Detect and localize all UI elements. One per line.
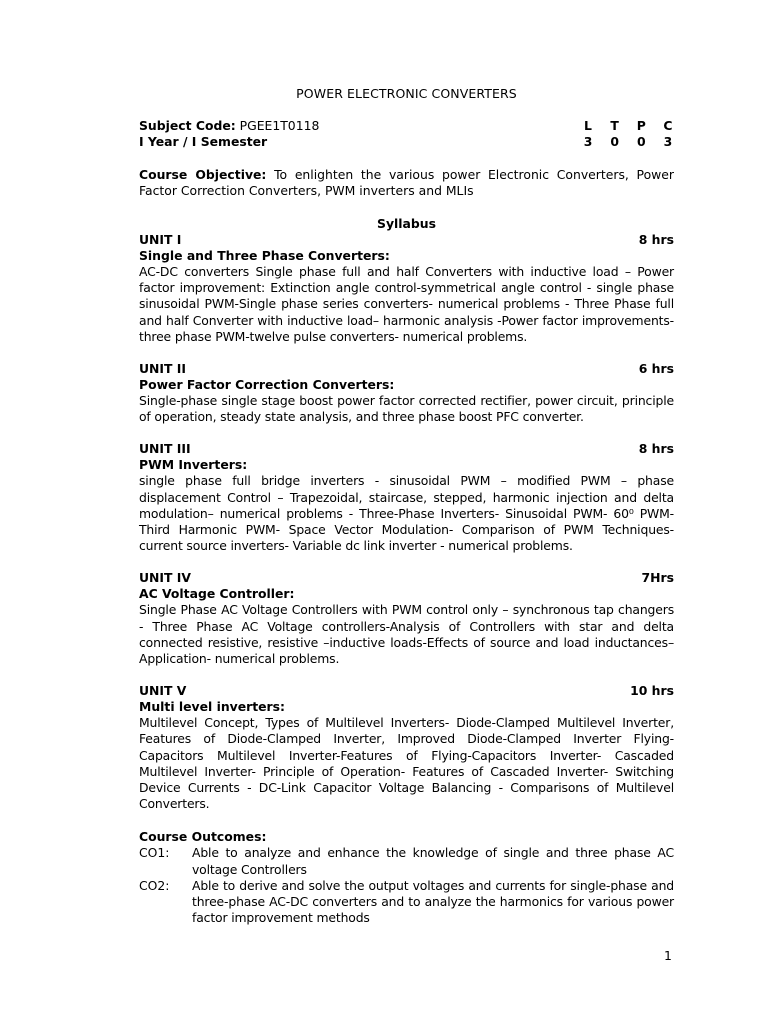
ltpc-value-c: 3 [663,134,673,149]
outcome-id: CO1: [139,845,170,861]
subject-code-label: Subject Code: [139,118,236,133]
unit-section [139,232,674,345]
ltpc-header-t: T [610,118,619,133]
unit-name: UNIT V [139,683,187,699]
syllabus-title: Syllabus [377,216,436,231]
year-semester: I Year / I Semester [139,134,268,149]
outcome-id: CO2: [139,877,170,893]
unit-body: single phase full bridge inverters - sinusoidal PWM – modified PWM – phase displacement Control – Trapezoidal, staircase, stepped, harmonic injection and delta modulation– numerical problems - Three-Phase Inverters- Sinusoidal PWM- 60⁰ PWM- Third Harmonic PWM- Space Vector Modulation- Comparison of PWM Techniques- current source inverters- Variable dc link inverter - numerical problems. [139,473,674,554]
unit-body: Multilevel Concept, Types of Multilevel Inverters- Diode-Clamped Multilevel Inverter, Features of Diode-Clamped Inverter, Improved Diode-Clamped Inverter Flying-Capacitors Multilevel Inverter-Features of Flying-Capacitors Inverter- Cascaded Multilevel Inverter- Principle of Operation- Features of Cascaded Inverter- Switching Device Currents - DC-Link Capacitor Voltage Balancing - Comparisons of Multilevel Converters. [139,715,674,812]
unit-hours: 6 hrs [638,361,674,377]
unit-hours: 8 hrs [638,232,674,247]
unit-body: AC-DC converters Single phase full and half Converters with inductive load – Power factor improvement: Extinction angle control-symmetrical angle control - single phase sinusoidal PWM-Single phase series converters- numerical problems - Three Phase full and half Converter with inductive load– harmonic analysis -Power factor improvements- three phase PWM-twelve pulse converters- numerical problems. [139,264,674,344]
unit-name: UNIT III [139,441,191,457]
unit-section [139,361,674,425]
objective-text: To enlighten the various power Electronic Converters, Power Factor Correction Converters, PWM inverters and MLIs [139,167,674,198]
unit-hours: 7Hrs [641,570,674,586]
subject-code-row [139,118,674,134]
subject-code-value: PGEE1T0118 [235,118,320,133]
ltpc-header-c: C [663,118,673,133]
course-outcome [139,845,674,877]
unit-name: UNIT I [139,232,182,247]
ltpc-value-l: 3 [583,134,593,149]
ltpc-header-p: P [636,118,646,133]
course-outcomes-title: Course Outcomes: [139,829,267,845]
ltpc-values [582,134,674,150]
outcome-text: Able to derive and solve the output voltages and currents for single-phase and three-phase AC-DC converters and to analyze the harmonics for various power factor improvement methods [192,877,674,926]
ltpc-value-p: 0 [637,134,646,149]
unit-section [139,570,674,667]
outcome-text: Able to analyze and enhance the knowledge of single and three phase AC voltage Controllers [192,845,674,877]
document-title: POWER ELECTRONIC CONVERTERS [296,86,517,101]
unit-topic: PWM Inverters: [139,457,248,473]
unit-hours: 10 hrs [630,683,674,699]
ltpc-headers [582,118,674,134]
unit-body: Single Phase AC Voltage Controllers with PWM control only – synchronous tap changers - Three Phase AC Voltage controllers-Analysis of Controllers with star and delta connected resistive, resistive –inductive loads-Effects of source and load inductances–Application- numerical problems. [139,602,674,667]
course-objective [139,167,674,199]
unit-topic: AC Voltage Controller: [139,586,295,602]
unit-name: UNIT IV [139,570,192,586]
unit-topic: Single and Three Phase Converters: [139,248,390,263]
course-outcome [139,878,674,927]
unit-topic: Multi level inverters: [139,699,286,715]
objective-label: Course Objective: [139,167,267,182]
ltpc-value-t: 0 [610,134,619,149]
unit-section [139,683,674,812]
unit-hours: 8 hrs [638,441,674,457]
ltpc-header-l: L [584,118,592,133]
page-number: 1 [664,948,672,963]
syllabus-page [139,86,674,926]
unit-section [139,441,674,554]
unit-topic: Power Factor Correction Converters: [139,377,395,393]
unit-name: UNIT II [139,361,187,377]
year-semester-row [139,134,674,150]
unit-body: Single-phase single stage boost power factor corrected rectifier, power circuit, principle of operation, steady state analysis, and three phase boost PFC converter. [139,393,674,425]
